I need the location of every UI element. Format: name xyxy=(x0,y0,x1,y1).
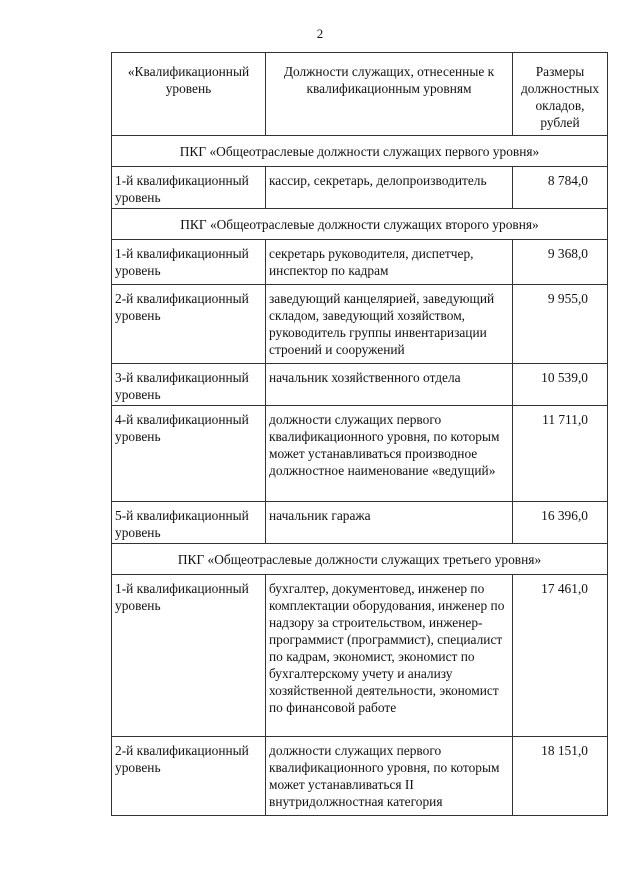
table-row xyxy=(112,285,608,364)
salary-cell: 9 368,0 xyxy=(513,240,608,285)
salary-cell: 10 539,0 xyxy=(513,364,608,406)
page-number: 2 xyxy=(316,26,324,41)
table-row xyxy=(112,364,608,406)
table-row xyxy=(112,406,608,502)
table-row xyxy=(112,737,608,816)
level-cell: 5-й квалификационный уровень xyxy=(112,502,266,544)
salary-cell: 16 396,0 xyxy=(513,502,608,544)
group-title: ПКГ «Общеотраслевые должности служащих второго уровня» xyxy=(112,209,608,240)
level-cell: 1-й квалификационный уровень xyxy=(112,167,266,209)
positions-cell: должности служащих первого квалификационного уровня, по которым может устанавливаться II внутридолжностная категория xyxy=(266,737,513,816)
positions-cell: бухгалтер, документовед, инженер по комплектации оборудования, инженер по надзору за строительством, инженер-программист (программист), специалист по кадрам, экономист, экономист по бухгалтерскому учету и анализу хозяйственной деятельности, экономист по финансовой работе xyxy=(266,575,513,737)
group-row xyxy=(112,209,608,240)
positions-cell: заведующий канцелярией, заведующий складом, заведующий хозяйством, руководитель группы инвентаризации строений и сооружений xyxy=(266,285,513,364)
header-positions: Должности служащих, отнесенные к квалификационным уровням xyxy=(266,53,513,136)
salary-cell: 9 955,0 xyxy=(513,285,608,364)
table-row xyxy=(112,167,608,209)
table-row xyxy=(112,502,608,544)
salary-cell: 11 711,0 xyxy=(513,406,608,502)
group-title: ПКГ «Общеотраслевые должности служащих первого уровня» xyxy=(112,136,608,167)
header-salary: Размеры должностных окладов, рублей xyxy=(513,53,608,136)
salary-table xyxy=(111,52,608,816)
group-row xyxy=(112,136,608,167)
table-header-row xyxy=(112,53,608,136)
table-row xyxy=(112,575,608,737)
level-cell: 3-й квалификационный уровень xyxy=(112,364,266,406)
positions-cell: начальник гаража xyxy=(266,502,513,544)
level-cell: 2-й квалификационный уровень xyxy=(112,285,266,364)
table-row xyxy=(112,240,608,285)
positions-cell: кассир, секретарь, делопроизводитель xyxy=(266,167,513,209)
positions-cell: должности служащих первого квалификационного уровня, по которым может устанавливаться производное должностное наименование «ведущий» xyxy=(266,406,513,502)
group-row xyxy=(112,544,608,575)
level-cell: 4-й квалификационный уровень xyxy=(112,406,266,502)
level-cell: 1-й квалификационный уровень xyxy=(112,575,266,737)
header-level: «Квалификационный уровень xyxy=(112,53,266,136)
group-title: ПКГ «Общеотраслевые должности служащих третьего уровня» xyxy=(112,544,608,575)
positions-cell: начальник хозяйственного отдела xyxy=(266,364,513,406)
salary-cell: 17 461,0 xyxy=(513,575,608,737)
salary-cell: 18 151,0 xyxy=(513,737,608,816)
salary-cell: 8 784,0 xyxy=(513,167,608,209)
level-cell: 1-й квалификационный уровень xyxy=(112,240,266,285)
level-cell: 2-й квалификационный уровень xyxy=(112,737,266,816)
positions-cell: секретарь руководителя, диспетчер, инспектор по кадрам xyxy=(266,240,513,285)
